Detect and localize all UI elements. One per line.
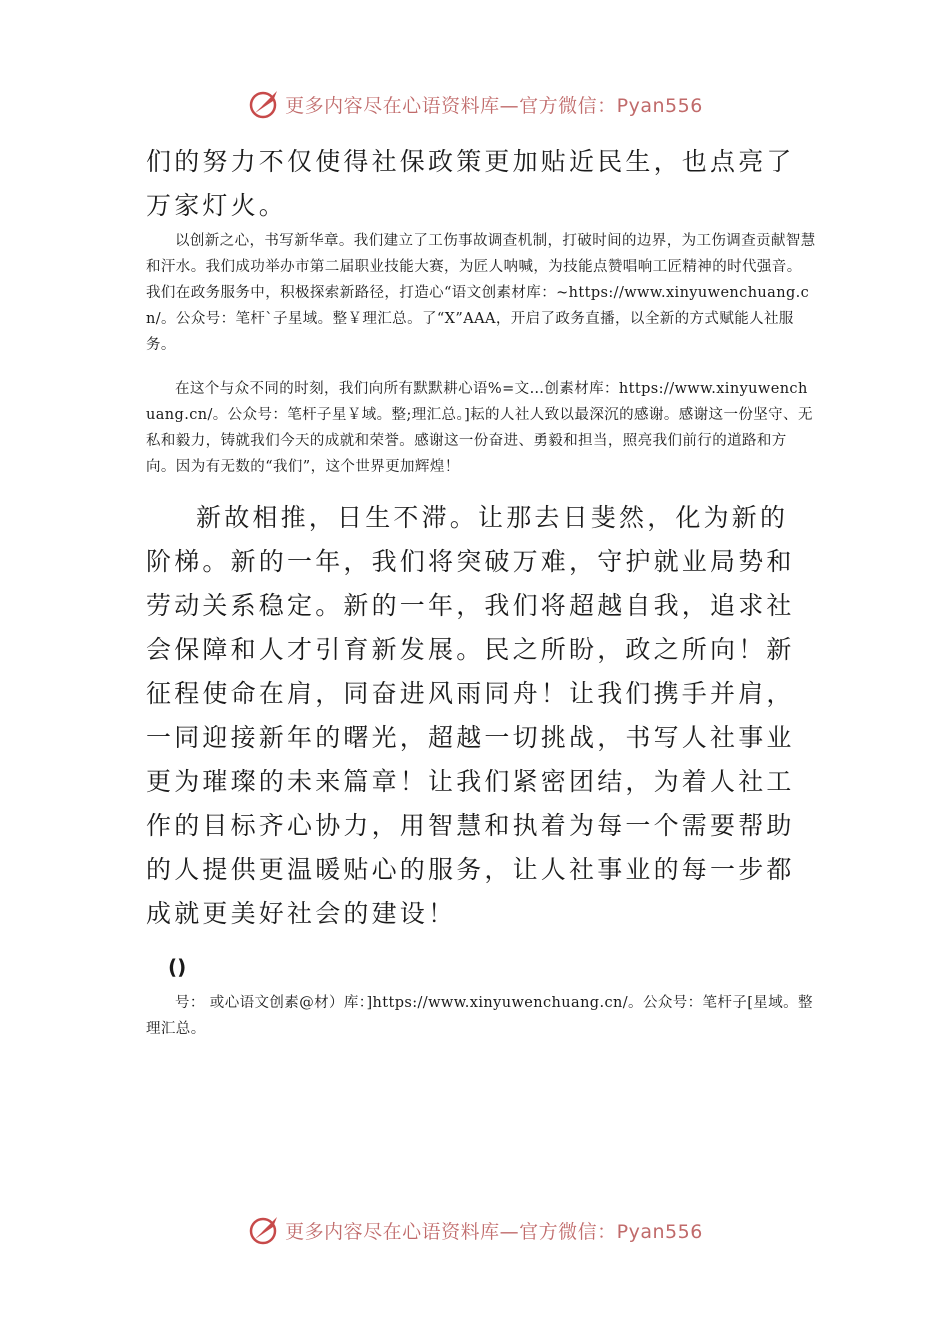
paragraph-2: 以创新之心，书写新华章。我们建立了工伤事故调查机制，打破时间的边界，为工伤调查贡献智慧和汗水。我们成功举办市第二届职业技能大赛，为匠人呐喊，为技能点赞唱响工匠精神的时代强音。我们在政务服务中，积极探索新路径，打造心“语文创素材库：~https://www.xinyuwenchuang.cn/。公众号：笔杆`子星域。整￥理汇总。了“X”AAA，开启了政务直播，以全新的方式赋能人社服务。	[146, 233, 816, 353]
paragraph-3: 在这个与众不同的时刻，我们向所有默默耕心语%=文…创素材库：https://www.xinyuwenchuang.cn/。公众号：笔杆子星￥域。整;理汇总。]耘的人社人致以最深沉的感谢。感谢这一份坚守、无私和毅力，铸就我们今天的成就和荣誉。感谢这一份奋进、勇毅和担当，照亮我们前行的道路和方向。因为有无数的“我们”，这个世界更加辉煌！	[146, 381, 813, 475]
footnote: 号： 或心语文创素@材）库：]https://www.xinyuwenchuang.cn/。公众号：笔杆子[星域。整理汇总。	[146, 995, 813, 1037]
footer-banner	[0, 1210, 950, 1250]
footer-banner-text: 更多内容尽在心语资料库—官方微信：Pyan556	[285, 1220, 703, 1243]
quill-logo-icon	[247, 1213, 281, 1247]
paragraph-4: 新故相推，日生不滞。让那去日斐然，化为新的阶梯。新的一年，我们将突破万难，守护就业局势和劳动关系稳定。新的一年，我们将超越自我，追求社会保障和人才引育新发展。民之所盼，政之所向！新征程使命在肩，同奋进风雨同舟！让我们携手并肩，一同迎接新年的曙光，超越一切挑战，书写人社事业更为璀璨的未来篇章！让我们紧密团结，为着人社工作的目标齐心协力，用智慧和执着为每一个需要帮助的人提供更温暖贴心的服务，让人社事业的每一步都成就更美好社会的建设！	[146, 503, 795, 928]
paragraph-1: 们的努力不仅使得社保政策更加贴近民生，也点亮了万家灯火。	[146, 147, 795, 220]
quill-logo-icon	[247, 87, 281, 121]
header-banner	[0, 84, 950, 124]
section-heading: ()	[168, 955, 187, 979]
header-banner-text: 更多内容尽在心语资料库—官方微信：Pyan556	[285, 94, 703, 117]
